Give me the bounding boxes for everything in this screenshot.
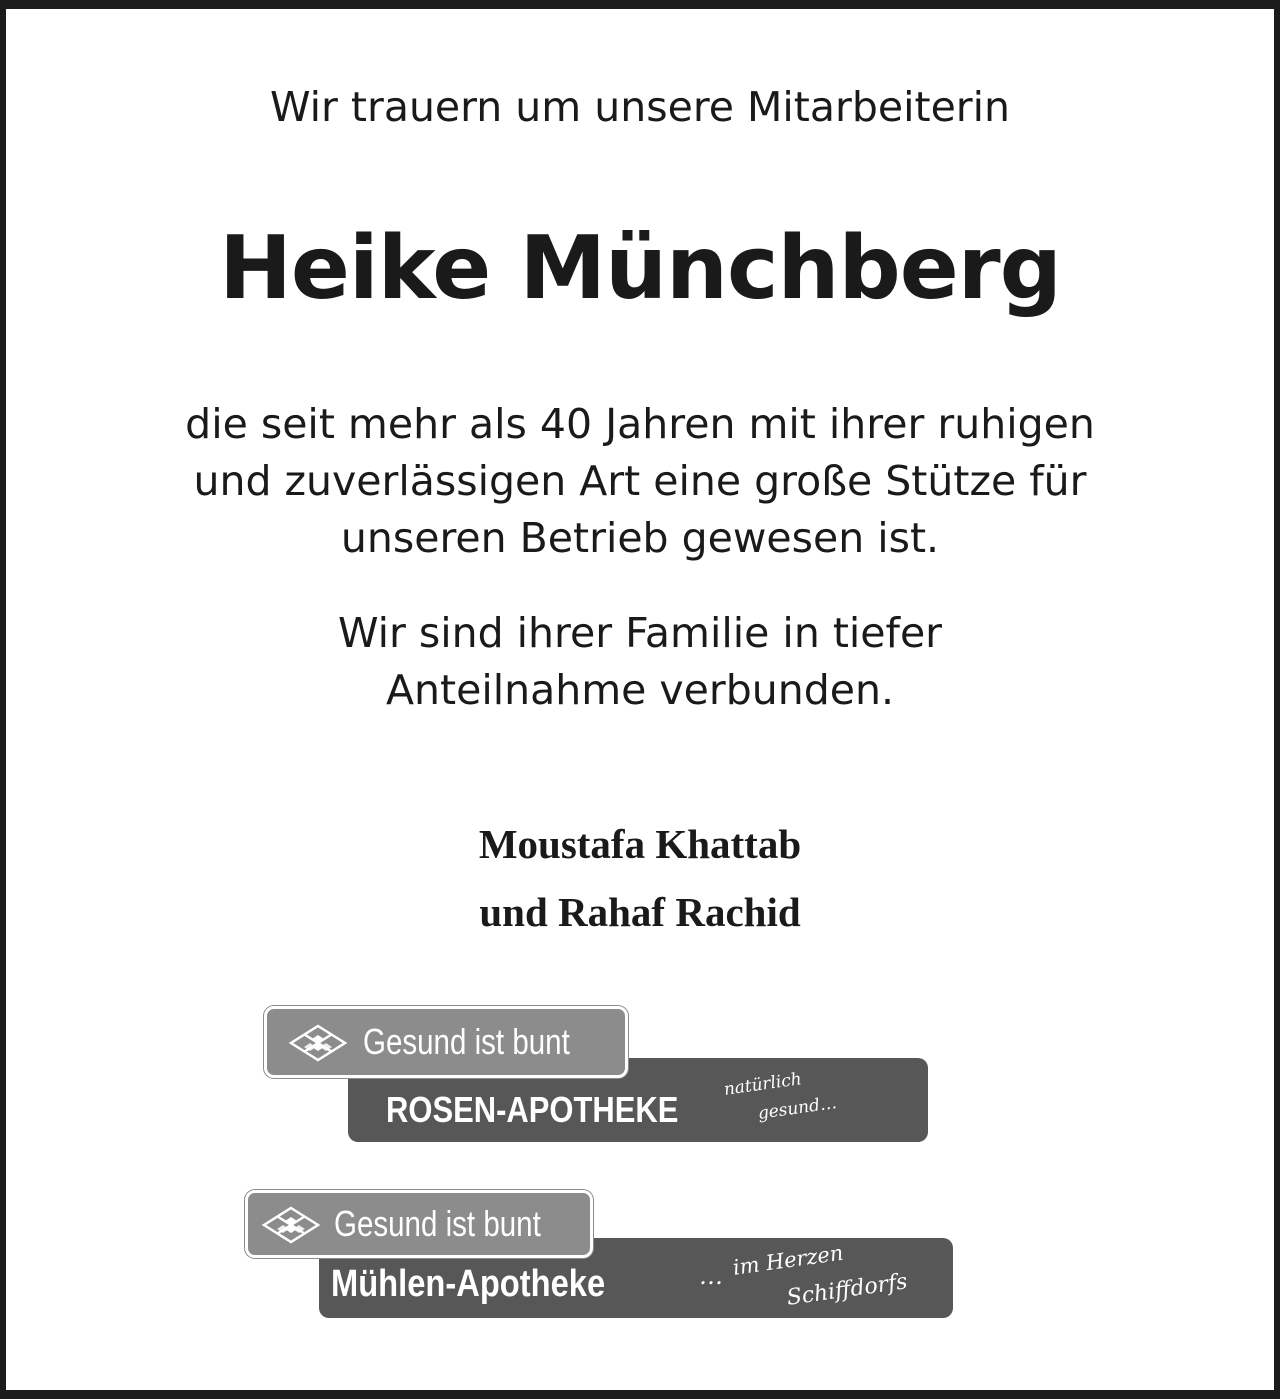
pharmacy-name: Mühlen-Apotheke	[331, 1263, 606, 1305]
signatory-name: Moustafa Khattab	[478, 821, 802, 867]
logo-tagline-tab	[245, 1190, 593, 1258]
signatory-name: und Rahaf Rachid	[479, 889, 801, 935]
rosen-apotheke-logo	[264, 1006, 928, 1142]
diamond-lattice-icon	[287, 1023, 349, 1063]
condolence-line: Wir sind ihrer Familie in tiefer	[337, 609, 943, 657]
logo-tagline: Gesund ist bunt	[334, 1203, 541, 1244]
tribute-line: die seit mehr als 40 Jahren mit ihrer ruhigen	[185, 400, 1095, 448]
deceased-name: Heike Münchberg	[219, 217, 1061, 319]
condolence-line: Anteilnahme verbunden.	[385, 666, 894, 714]
tribute-line: unseren Betrieb gewesen ist.	[340, 514, 940, 562]
logo-tagline: Gesund ist bunt	[363, 1021, 570, 1062]
intro-line: Wir trauern um unsere Mitarbeiterin	[269, 83, 1011, 131]
logo-tagline-tab	[264, 1006, 628, 1078]
tribute-line: und zuverlässigen Art eine große Stütze für	[193, 457, 1087, 505]
pharmacy-slogan-line: natürlich	[722, 1069, 803, 1100]
pharmacy-slogan-ellipsis: …	[699, 1262, 723, 1290]
pharmacy-slogan-line: Schiffdorfs	[785, 1269, 910, 1311]
pharmacy-slogan-line: im Herzen	[731, 1240, 845, 1280]
tribute-paragraph	[0, 396, 1280, 567]
muehlen-apotheke-logo	[245, 1190, 955, 1320]
pharmacy-name: ROSEN-APOTHEKE	[386, 1089, 679, 1130]
diamond-lattice-icon	[260, 1205, 322, 1245]
pharmacy-slogan-line: gesund…	[756, 1093, 839, 1124]
condolence-paragraph	[0, 605, 1280, 719]
